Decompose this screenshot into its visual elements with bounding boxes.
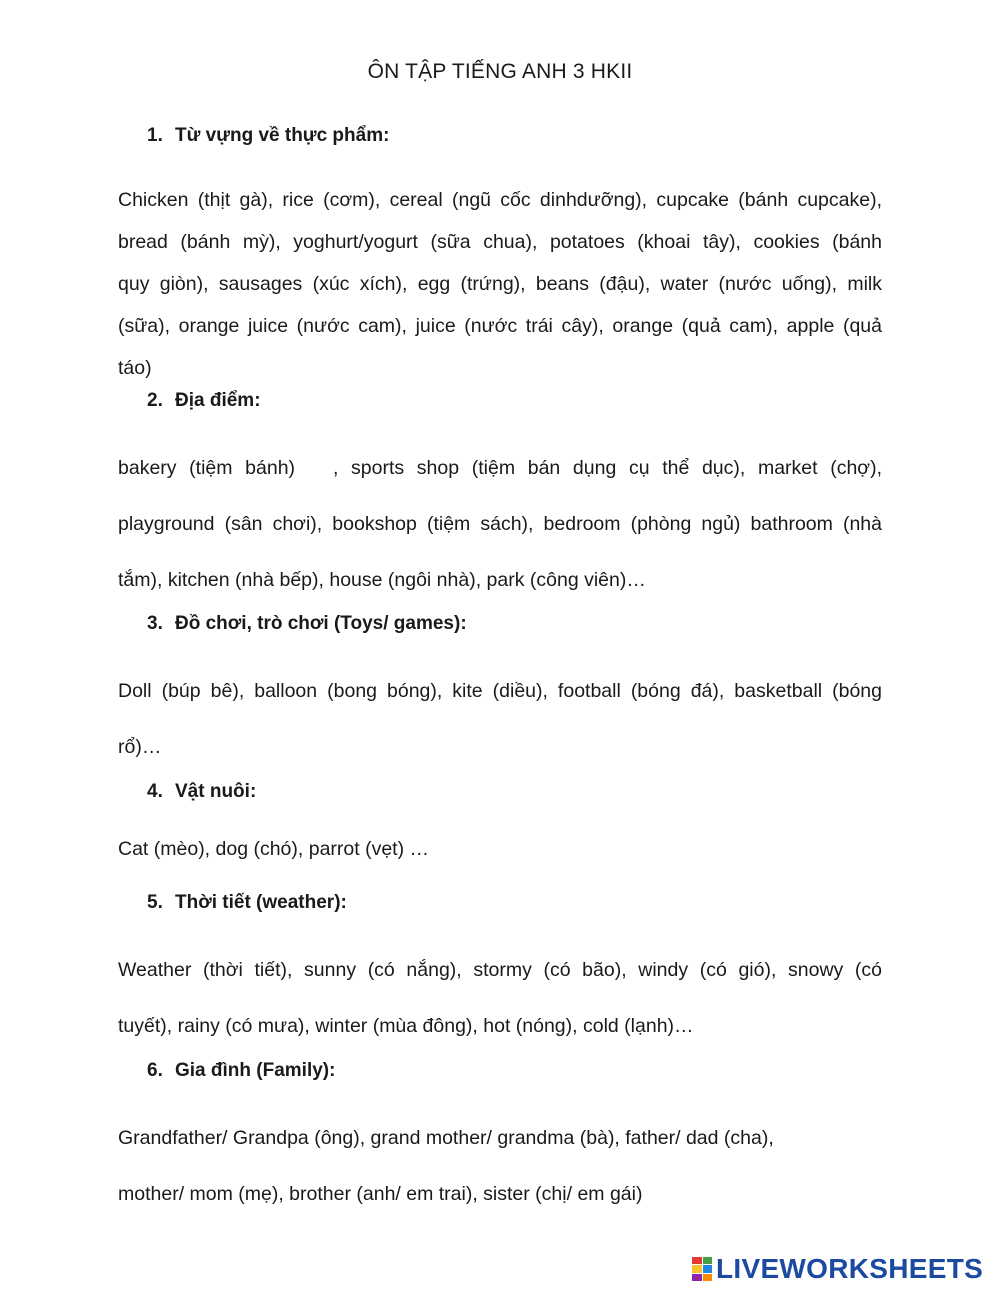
section-heading-family [147,1060,335,1082]
section-title: Đồ chơi, trò chơi (Toys/ games): [175,613,467,634]
section-number: 2. [147,390,163,411]
text-line: Chicken (thịt gà), rice (cơm), cereal (ngũ cốc dinhdưỡng), cupcake (bánh cupcake), [118,189,882,211]
section-number: 1. [147,125,163,146]
logo-tile [703,1274,713,1281]
text-line: (sữa), orange juice (nước cam), juice (nước trái cây), orange (quả cam), apple (quả [118,315,882,337]
section-number: 6. [147,1060,163,1081]
section-heading-toys [147,613,467,635]
section-title: Thời tiết (weather): [175,892,347,913]
liveworksheets-logo [692,1255,983,1283]
text-line: bakery (tiệm bánh) , sports shop (tiệm bán dụng cụ thể dục), market (chợ), [118,457,882,479]
logo-tile [692,1274,702,1281]
section-number: 5. [147,892,163,913]
logo-tile [703,1257,713,1264]
section-title: Vật nuôi: [175,781,257,802]
text-line: bread (bánh mỳ), yoghurt/yogurt (sữa chua), potatoes (khoai tây), cookies (bánh [118,231,882,253]
section-number: 3. [147,613,163,634]
section-title: Gia đình (Family): [175,1060,336,1081]
text-line: quy giòn), sausages (xúc xích), egg (trứng), beans (đậu), water (nước uống), milk [118,273,882,295]
section-heading-food [147,125,389,147]
logo-text: LIVEWORKSHEETS [716,1253,984,1284]
section-title: Địa điểm: [175,390,261,411]
text-line: Weather (thời tiết), sunny (có nắng), stormy (có bão), windy (có gió), snowy (có [118,959,882,981]
section-body-family [118,1110,882,1222]
text-line: táo) [118,357,152,379]
section-body-pets [118,831,882,867]
text-line: rổ)… [118,736,162,758]
text-line: Doll (búp bê), balloon (bong bóng), kite (diều), football (bóng đá), basketball (bóng [118,680,882,702]
text-line: Grandfather/ Grandpa (ông), grand mother/ grandma (bà), father/ dad (cha), [118,1127,774,1149]
text-line: Cat (mèo), dog (chó), parrot (vẹt) … [118,838,430,860]
section-body-places [118,440,882,608]
section-body-toys [118,663,882,775]
logo-tile [692,1265,702,1272]
text-line: tắm), kitchen (nhà bếp), house (ngôi nhà), park (công viên)… [118,569,646,591]
text-line: mother/ mom (mẹ), brother (anh/ em trai), sister (chị/ em gái) [118,1183,643,1205]
section-number: 4. [147,781,163,802]
text-line: playground (sân chơi), bookshop (tiệm sách), bedroom (phòng ngủ) bathroom (nhà [118,513,882,535]
logo-tiles-icon [692,1257,712,1281]
logo-tile [703,1265,713,1272]
section-heading-pets [147,781,256,803]
page-title: ÔN TẬP TIẾNG ANH 3 HKII [367,60,633,83]
section-heading-places [147,390,261,412]
section-title: Từ vựng về thực phẩm: [175,125,390,146]
text-line: tuyết), rainy (có mưa), winter (mùa đông), hot (nóng), cold (lạnh)… [118,1015,694,1037]
section-body-weather [118,942,882,1054]
section-heading-weather [147,892,347,914]
logo-tile [692,1257,702,1264]
section-body-food [118,179,882,389]
